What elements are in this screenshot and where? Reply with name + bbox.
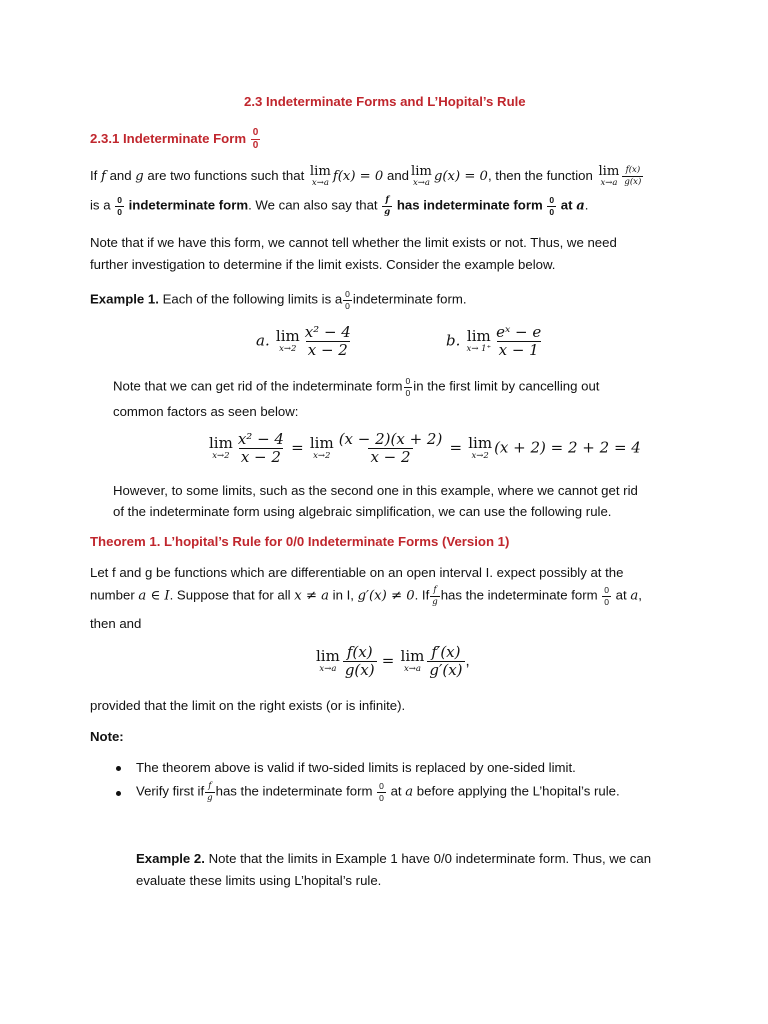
f-over-g: $\frac{f}{g}$ bbox=[207, 781, 213, 803]
provided-line: provided that the limit on the right exists (or is infinite). bbox=[90, 698, 406, 713]
note-bullet-1: The theorem above is valid if two-sided limits is replaced by one-sided limit. bbox=[136, 760, 576, 775]
factoring-equation: lim x→2 $\frac{\text{x² − 4}}{x - 2}$ = lim x→2 $\frac{(x - 2)(x + 2)}{x - 2}$ = lim x→2 (x + 2) = 2 + 2 = 4 bbox=[209, 430, 641, 466]
subsection-title bbox=[90, 128, 261, 151]
note-label: Note: bbox=[90, 729, 124, 744]
fraction-f-over-g: $\frac{f(x)}{g(x)}$ bbox=[624, 165, 642, 187]
zero-over-zero: $\frac{0}{0}$ bbox=[379, 781, 384, 803]
zero-over-zero: $\frac{0}{0}$ bbox=[405, 376, 411, 398]
example1-note-line-1: Note that we can get rid of the indeterminate form $\frac{0}{0}$ in the first limit by cancelling out bbox=[113, 376, 600, 398]
bullet-dot-1 bbox=[116, 766, 121, 771]
limit-g: lim x→a bbox=[411, 164, 432, 189]
intro-line-1: If f and g are two functions such that lim x→a f(x) = 0 and lim x→a g(x) = 0, then the function lim x→a $\frac{f(x)}{g(x)}$ bbox=[90, 164, 642, 189]
theorem-line-1: Let f and g be functions which are differentiable on an open interval I. expect possibly at the bbox=[90, 565, 624, 580]
example2-label: Example 2. bbox=[136, 851, 205, 866]
zero-over-zero: $\frac{0}{0}$ bbox=[604, 585, 609, 607]
example1-note-line-2: common factors as seen below: bbox=[113, 404, 299, 419]
zero-over-zero: $\frac{0}{0}$ bbox=[252, 127, 259, 151]
example1-item-a: a. lim x→2 $\frac{\text{x² − 4}}{x - 2}$ bbox=[256, 323, 351, 359]
f-over-g: $\frac{f}{g}$ bbox=[384, 195, 391, 217]
note-bullet-2: Verify first if $\frac{f}{g}$ has the indeterminate form $\frac{0}{0}$ at a before applying the L’hopital’s rule. bbox=[136, 781, 620, 803]
note-paragraph-line-2: further investigation to determine if the limit exists. Consider the example below. bbox=[90, 257, 556, 272]
theorem-line-3: then and bbox=[90, 616, 142, 631]
section-title: 2.3 Indeterminate Forms and L’Hopital’s Rule bbox=[244, 94, 526, 109]
example1-line: Example 1. Each of the following limits is a $\frac{0}{0}$ indeterminate form. bbox=[90, 289, 467, 311]
f-over-g: $\frac{f}{g}$ bbox=[432, 585, 438, 607]
limit-f-over-g: lim x→a bbox=[598, 164, 620, 189]
however-line-2: of the indeterminate form using algebraic simplification, we can use the following rule. bbox=[113, 504, 612, 519]
intro-line-2: is a $\frac{0}{0}$ indeterminate form. We can also say that $\frac{f}{g}$ has indeterminate form $\frac{0}{0}$ at a. bbox=[90, 195, 589, 217]
example2-line-2: evaluate these limits using L’hopital’s rule. bbox=[136, 873, 382, 888]
zero-over-zero: $\frac{0}{0}$ bbox=[549, 195, 555, 217]
subsection-title-text: 2.3.1 Indeterminate Form bbox=[90, 130, 247, 146]
note-paragraph-line-1: Note that if we have this form, we cannot tell whether the limit exists or not. Thus, we need bbox=[90, 235, 617, 250]
however-line-1: However, to some limits, such as the second one in this example, where we cannot get rid bbox=[113, 483, 638, 498]
theorem-line-2: number a ∈ I. Suppose that for all x ≠ a in I, g′(x) ≠ 0. If $\frac{f}{g}$ has the indeterminate form $\frac{0}{0}$ at a, bbox=[90, 585, 642, 607]
example1-item-b: b. lim x→ 1⁺ $\frac{\text{eˣ − e}}{x - 1}$ bbox=[446, 323, 542, 359]
example1-label: Example 1. bbox=[90, 291, 159, 307]
bullet-dot-2 bbox=[116, 791, 121, 796]
lhopital-equation: lim x→a $\frac{f(x)}{g(x)}$ = lim x→a $\frac{f'(x)}{g'(x)}$ , bbox=[316, 643, 470, 679]
limit-f: lim x→a bbox=[309, 164, 331, 189]
zero-over-zero: $\frac{0}{0}$ bbox=[345, 289, 350, 311]
zero-over-zero: $\frac{0}{0}$ bbox=[117, 195, 122, 217]
theorem-title: Theorem 1. L’hopital’s Rule for 0/0 Indeterminate Forms (Version 1) bbox=[90, 534, 510, 549]
example2-line-1: Example 2. Note that the limits in Example 1 have 0/0 indeterminate form. Thus, we can bbox=[136, 851, 652, 866]
